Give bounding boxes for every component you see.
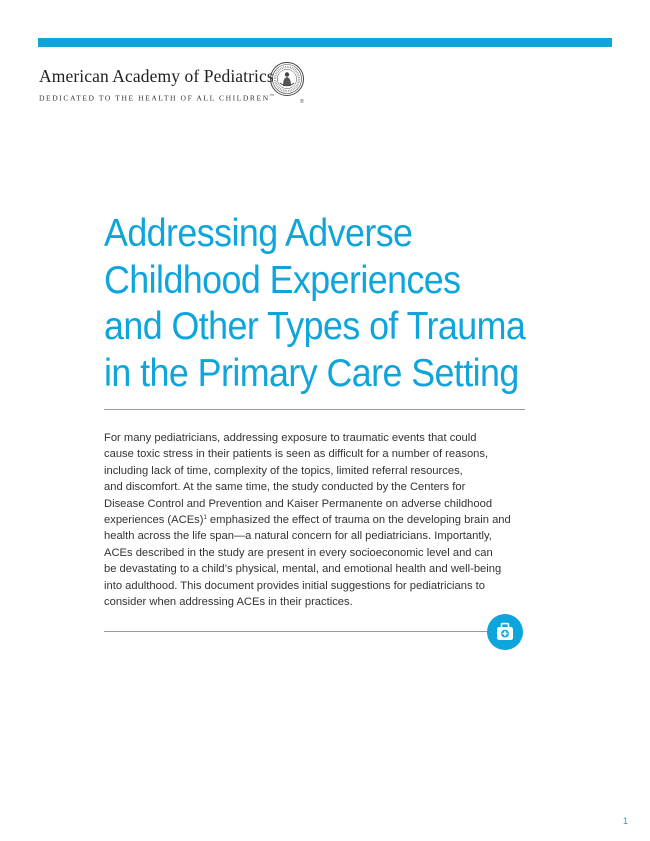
paragraph-line: be devastating to a child’s physical, mental, and emotional health and well-being	[104, 563, 502, 576]
org-tagline	[39, 93, 274, 103]
paragraph-text: experiences (ACEs)	[104, 514, 204, 527]
paragraph-line	[104, 512, 524, 528]
paragraph-line: ACEs described in the study are present in every socioeconomic level and can	[104, 546, 493, 559]
medical-kit-icon	[494, 621, 516, 643]
paragraph-line: including lack of time, complexity of the topics, limited referral resources,	[104, 464, 463, 477]
title-line: Childhood Experiences	[104, 258, 461, 302]
footnote-ref: 1	[203, 515, 207, 522]
paragraph-line: Disease Control and Prevention and Kaiser Permanente on adverse childhood	[104, 497, 493, 510]
paragraph-line: health across the life span—a natural concern for all pediatricians. Importantly,	[104, 530, 492, 543]
paragraph-text: emphasized the effect of trauma on the developing brain and	[206, 514, 511, 527]
org-name: American Academy of Pediatrics	[39, 66, 274, 86]
title-line: and Other Types of Trauma	[104, 305, 526, 348]
title-divider	[104, 409, 525, 410]
org-tagline-text: DEDICATED TO THE HEALTH OF ALL CHILDREN	[39, 93, 270, 103]
page-number: 1	[622, 816, 628, 826]
title-line: in the Primary Care Setting	[104, 351, 519, 395]
document-title	[104, 211, 526, 397]
paragraph-line: consider when addressing ACEs in their practices.	[104, 596, 353, 609]
medical-kit-badge	[487, 614, 523, 650]
paragraph-line: For many pediatricians, addressing exposure to traumatic events that could	[104, 432, 477, 444]
paragraph-line: and discomfort. At the same time, the study conducted by the Centers for	[104, 481, 466, 494]
aap-seal-icon	[269, 59, 307, 105]
paragraph-line: cause toxic stress in their patients is seen as difficult for a number of reasons,	[104, 448, 489, 461]
paragraph-line: into adulthood. This document provides initial suggestions for pediatricians to	[104, 579, 486, 592]
title-line: Addressing Adverse	[104, 212, 413, 255]
top-accent-bar	[38, 38, 612, 47]
intro-paragraph	[104, 430, 524, 610]
trademark-mark: ™	[269, 93, 275, 98]
paragraph-divider	[104, 631, 494, 632]
registered-mark: ®	[300, 99, 304, 105]
